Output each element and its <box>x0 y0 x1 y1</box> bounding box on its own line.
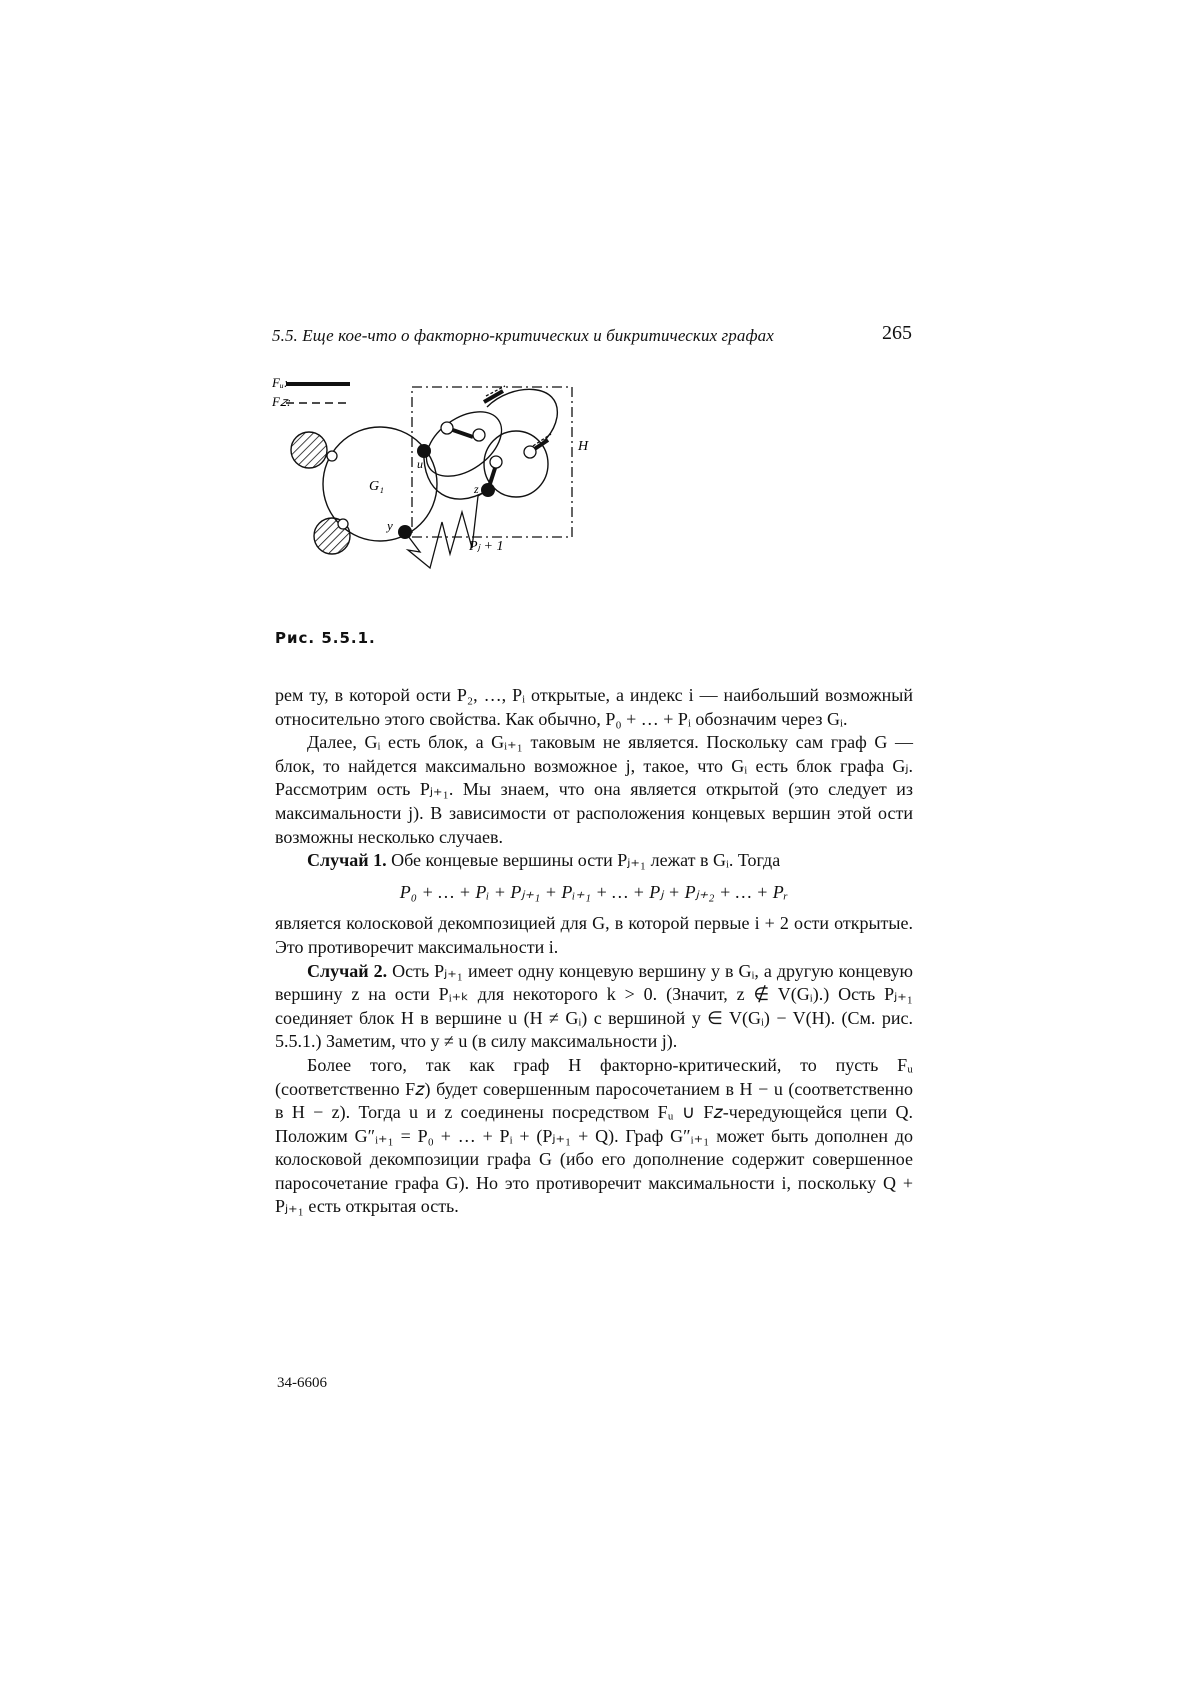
graph-diagram <box>272 372 632 622</box>
display-formula: P₀ + … + Pᵢ + Pⱼ₊₁ + Pᵢ₊₁ + … + Pⱼ + Pⱼ₊₂ + … + Pᵣ <box>399 881 789 902</box>
ear-curve <box>415 399 514 490</box>
legend-fz-label: F𝑧: <box>272 394 292 409</box>
page-number: 265 <box>882 322 912 344</box>
case1-label: Случай 1. <box>307 850 387 871</box>
paragraph: является колосковой декомпозицией для G, в которой первые i + 2 ости открытые. Это противоречит максимальности i. <box>275 913 913 957</box>
vertex-open <box>327 451 337 461</box>
paragraph-case1 <box>275 849 913 873</box>
running-header <box>272 322 912 354</box>
printer-signature: 34-6606 <box>277 1375 327 1391</box>
body-text <box>275 684 913 1219</box>
label-z: z <box>474 482 479 496</box>
paragraph-case2 <box>275 960 913 1054</box>
vertex-open <box>473 429 485 441</box>
case2-label: Случай 2. <box>307 960 388 981</box>
vertex-open <box>338 519 348 529</box>
path-pj1-zigzag <box>405 490 488 568</box>
label-path: Pⱼ + 1 <box>469 539 504 554</box>
vertex-open <box>441 422 453 434</box>
label-h: H <box>578 439 589 454</box>
vertex-open <box>490 456 502 468</box>
header-title: 5.5. Еще кое-что о факторно-критических и бикритических графах <box>272 326 774 345</box>
vertex-open <box>524 446 536 458</box>
figure-graph <box>272 372 632 622</box>
case2-text: Ость Pⱼ₊₁ имеет одну концевую вершину y в Gᵢ, а другую концевую вершину z на ости Pᵢ₊ₖ для некоторого k > 0. (Значит, z ∉ V(Gᵢ).) Ость Pⱼ₊₁ соединяет блок H в вершине u (H ≠ Gᵢ) с вершиной y ∈ V(Gᵢ) − V(H). (См. рис. 5.5.1.) Заметим, что y ≠ u (в силу максимальности j). <box>275 960 913 1052</box>
case1-text: Обе концевые вершины ости Pⱼ₊₁ лежат в Gᵢ. Тогда <box>386 850 781 871</box>
hatched-block-top <box>291 432 327 468</box>
label-y: y <box>387 518 393 533</box>
vertex-u <box>417 444 431 458</box>
label-u: u <box>417 457 423 471</box>
paragraph: рем ту, в которой ости P₂, …, Pᵢ открытые, а индекс i — наибольший возможный относительно этого свойства. Как обычно, P₀ + … + Pᵢ обозначим через Gᵢ. <box>275 685 913 729</box>
figure-caption: Рис. 5.5.1. <box>275 629 376 647</box>
paragraph: Далее, Gᵢ есть блок, а Gᵢ₊₁ таковым не является. Поскольку сам граф G — блок, то найдется максимально возможное j, такое, что Gᵢ есть блок графа Gⱼ. Рассмотрим ость Pⱼ₊₁. Мы знаем, что она является открытой (это следует из максимальности j). В зависимости от расположения концевых вершин этой ости возможны несколько случаев. <box>275 732 913 847</box>
label-g1: G₁ <box>369 479 384 494</box>
legend-fu-label: Fᵤ: <box>272 375 289 390</box>
paragraph: Более того, так как граф H факторно-критический, то пусть Fᵤ (соответственно F𝑧) будет совершенным паросочетанием в H − u (соответственно в H − z). Тогда u и z соединены посредством Fᵤ ∪ F𝑧-чередующейся цепи Q. Положим G″ᵢ₊₁ = P₀ + … + Pᵢ + (Pⱼ₊₁ + Q). Граф G″ᵢ₊₁ может быть дополнен до колосковой декомпозиции графа G (ибо его дополнение содержит совершенное паросочетание графа G). Но это противоречит максимальности i, поскольку Q + Pⱼ₊₁ есть открытая ость. <box>275 1054 913 1217</box>
